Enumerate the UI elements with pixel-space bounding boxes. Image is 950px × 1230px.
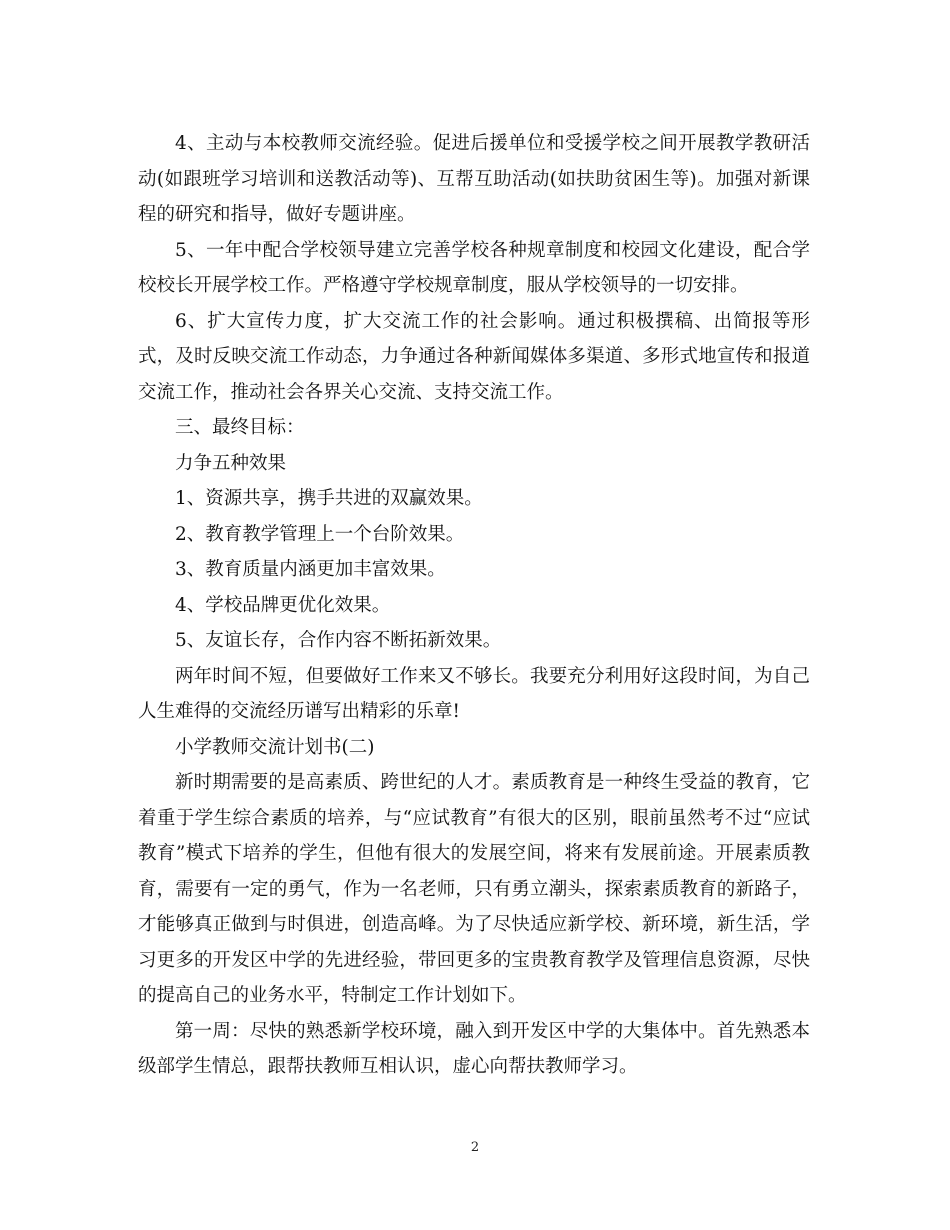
effect-item-1: 1、资源共享，携手共进的双赢效果。 [175, 488, 483, 509]
paragraph-item-4: 4、主动与本校教师交流经验。促进后援单位和受援学校之间开展教学教研活动(如跟班学习培训和送教活动等)、互帮互助活动(如扶助贫困生等)。加强对新课程的研究和指导，做好专题讲座。 [138, 133, 810, 225]
subheading-five-effects: 力争五种效果 [175, 452, 287, 474]
paragraph-item-6: 6、扩大宣传力度，扩大交流工作的社会影响。通过积极撰稿、出简报等形式，及时反映交流工作动态，力争通过各种新闻媒体多渠道、多形式地宣传和报道交流工作，推动社会各界关心交流、支持交流工作。 [138, 310, 810, 403]
intro-paragraph: 新时期需要的是高素质、跨世纪的人才。素质教育是一种终生受益的教育，它着重于学生综合素质的培养，与“应试教育”有很大的区别，眼前虽然考不过“应试教育”模式下培养的学生，但他有很大的发展空间，将来有发展前途。开展素质教育，需要有一定的勇气，作为一名老师，只有勇立潮头，探索素质教育的新路子，才能够真正做到与时俱进，创造高峰。为了尽快适应新学校、新环境，新生活，学习更多的开发区中学的先进经验，带回更多的宝贵教育教学及管理信息资源，尽快的提高自己的业务水平，特制定工作计划如下。 [138, 772, 810, 1006]
effect-item-3: 3、教育质量内涵更加丰富效果。 [175, 559, 446, 580]
document-body [138, 126, 810, 1085]
section-heading-final-goal: 三、最终目标： [175, 417, 305, 438]
paragraph-item-5: 5、一年中配合学校领导建立完善学校各种规章制度和校园文化建设，配合学校校长开展学校工作。严格遵守学校规章制度，服从学校领导的一切安排。 [138, 239, 810, 296]
effect-item-2: 2、教育教学管理上一个台阶效果。 [175, 523, 465, 545]
week-one-paragraph: 第一周：尽快的熟悉新学校环境，融入到开发区中学的大集体中。首先熟悉本级部学生情总，跟帮扶教师互相认识，虚心向帮扶教师学习。 [138, 1020, 810, 1077]
effect-item-5: 5、友谊长存，合作内容不断拓新效果。 [175, 630, 502, 651]
closing-paragraph: 两年时间不短，但要做好工作来又不够长。我要充分利用好这段时间，为自己人生难得的交流经历谱写出精彩的乐章! [138, 665, 810, 722]
page-number: 2 [470, 1140, 480, 1155]
document-subtitle: 小学教师交流计划书(二) [175, 736, 375, 758]
effect-item-4: 4、学校品牌更优化效果。 [175, 594, 391, 616]
